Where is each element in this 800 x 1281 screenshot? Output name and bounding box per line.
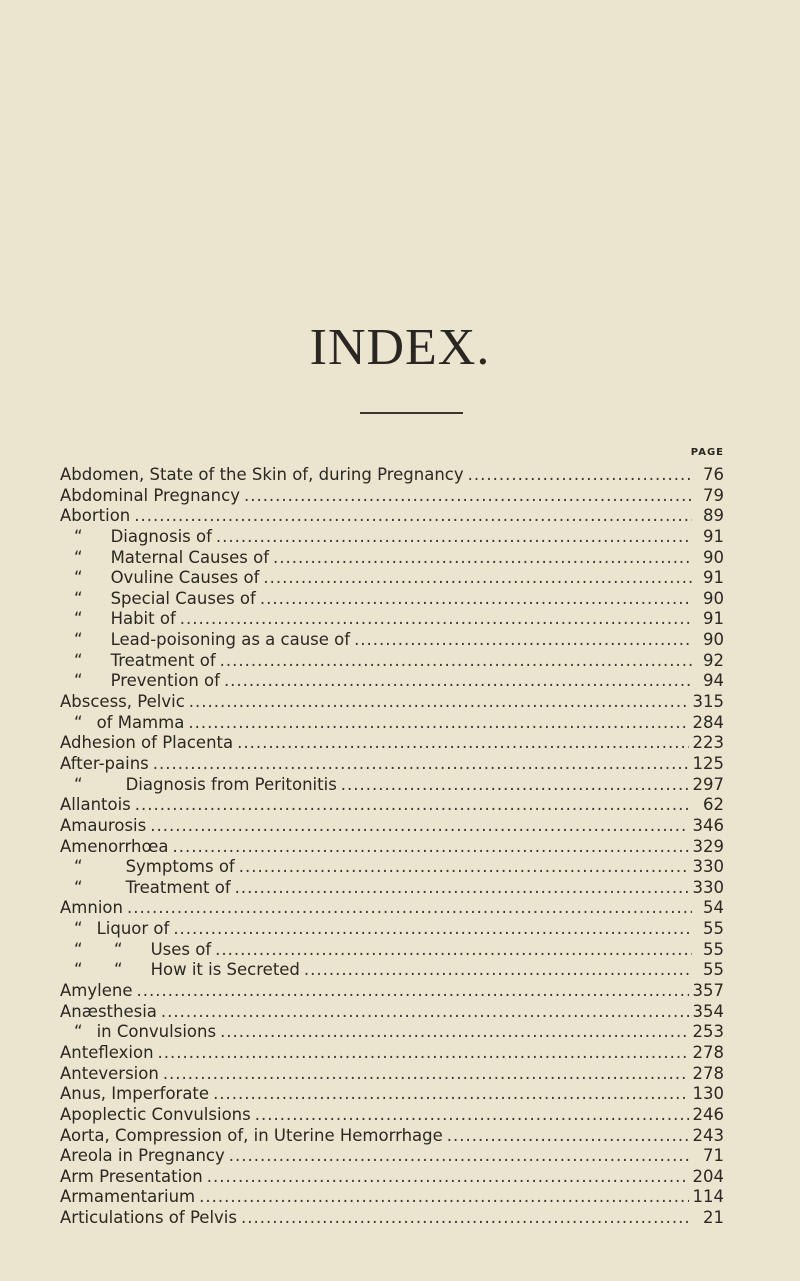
index-entry xyxy=(60,671,724,692)
entry-label: Maternal Causes of xyxy=(110,547,270,567)
entry-label: in Convulsions xyxy=(96,1022,217,1042)
dot-leader xyxy=(468,465,692,486)
page-number: 278 xyxy=(692,1042,724,1062)
index-entry xyxy=(60,940,724,961)
index-entry xyxy=(60,878,724,899)
dot-leader xyxy=(173,919,692,940)
dot-leader xyxy=(207,1167,689,1188)
dot-leader xyxy=(161,1002,689,1023)
index-entry xyxy=(60,775,724,796)
entry-label: Habit of xyxy=(110,609,176,629)
dot-leader xyxy=(216,527,692,548)
entry-label: Apoplectic Convulsions xyxy=(60,1104,251,1124)
ditto-mark: “ xyxy=(74,1022,83,1042)
entry-label: Liquor of xyxy=(96,919,170,939)
entry-label: Abscess, Pelvic xyxy=(60,692,185,712)
entry-label: Anteflexion xyxy=(60,1042,154,1062)
entry-label: Areola in Pregnancy xyxy=(60,1146,225,1166)
dot-leader xyxy=(244,486,692,507)
entry-label: Anteversion xyxy=(60,1063,159,1083)
page-number: 278 xyxy=(692,1063,724,1083)
ditto-mark: “ “ xyxy=(74,960,123,980)
entry-label: Arm Presentation xyxy=(60,1166,203,1186)
ditto-mark: “ xyxy=(74,877,83,897)
dot-leader xyxy=(215,940,692,961)
page-number: 94 xyxy=(703,671,724,691)
index-entry xyxy=(60,1043,724,1064)
dot-leader xyxy=(136,981,688,1002)
entry-label: Amnion xyxy=(60,898,123,918)
dot-leader xyxy=(127,898,692,919)
index-entry xyxy=(60,609,724,630)
ditto-mark: “ “ xyxy=(74,939,123,959)
index-entry xyxy=(60,692,724,713)
entry-label: Amaurosis xyxy=(60,815,147,835)
page-number: 92 xyxy=(703,650,724,670)
page-number: 90 xyxy=(703,588,724,608)
index-entry xyxy=(60,568,724,589)
entry-label: Ovuline Causes of xyxy=(110,568,260,588)
entry-label: Aorta, Compression of, in Uterine Hemorrhage xyxy=(60,1125,443,1145)
index-entry xyxy=(60,919,724,940)
dot-leader xyxy=(220,651,692,672)
dot-leader xyxy=(135,795,692,816)
entry-label: Articulations of Pelvis xyxy=(60,1208,237,1228)
index-entry xyxy=(60,589,724,610)
index-entry xyxy=(60,486,724,507)
page-number: 55 xyxy=(703,919,724,939)
dot-leader xyxy=(241,1208,692,1229)
dot-leader xyxy=(163,1064,689,1085)
page-number: 315 xyxy=(692,692,724,712)
entry-label: Abortion xyxy=(60,506,131,526)
dot-leader xyxy=(304,960,692,981)
index-entry xyxy=(60,651,724,672)
dot-leader xyxy=(158,1043,689,1064)
page-number: 329 xyxy=(692,836,724,856)
dot-leader xyxy=(220,1022,688,1043)
index-entry xyxy=(60,1002,724,1023)
page-number: 55 xyxy=(703,960,724,980)
ditto-mark: “ xyxy=(74,526,83,546)
ditto-mark: “ xyxy=(74,774,83,794)
entry-label: Abdomen, State of the Skin of, during Pregnancy xyxy=(60,465,464,484)
index-entry xyxy=(60,1084,724,1105)
dot-leader xyxy=(188,713,688,734)
index-entry xyxy=(60,754,724,775)
index-entry xyxy=(60,857,724,878)
page-number: 330 xyxy=(692,877,724,897)
title-rule xyxy=(360,412,463,414)
page-number: 223 xyxy=(692,733,724,753)
index-entry xyxy=(60,733,724,754)
entry-label: Adhesion of Placenta xyxy=(60,733,234,753)
dot-leader xyxy=(235,878,689,899)
index-entry xyxy=(60,1105,724,1126)
entry-label: Lead-poisoning as a cause of xyxy=(110,630,351,650)
entry-label: Special Causes of xyxy=(110,588,256,608)
page-number: 54 xyxy=(703,898,724,918)
entry-label: Amylene xyxy=(60,981,133,1001)
page-number: 253 xyxy=(692,1022,724,1042)
entry-label: Treatment of xyxy=(125,877,231,897)
ditto-mark: “ xyxy=(74,568,83,588)
index-entry xyxy=(60,713,724,734)
index-entry xyxy=(60,1208,724,1229)
index-entry xyxy=(60,1064,724,1085)
page-number: 21 xyxy=(703,1208,724,1228)
page-number: 76 xyxy=(703,465,724,484)
page-number: 130 xyxy=(692,1084,724,1104)
dot-leader xyxy=(150,816,688,837)
dot-leader xyxy=(229,1146,692,1167)
index-entry xyxy=(60,465,724,486)
page-number: 297 xyxy=(692,774,724,794)
index-entry xyxy=(60,630,724,651)
index-entry xyxy=(60,816,724,837)
ditto-mark: “ xyxy=(74,588,83,608)
dot-leader xyxy=(224,671,692,692)
page-number: 90 xyxy=(703,547,724,567)
entry-label: Anæsthesia xyxy=(60,1001,157,1021)
dot-leader xyxy=(199,1187,688,1208)
ditto-mark: “ xyxy=(74,671,83,691)
ditto-mark: “ xyxy=(74,857,83,877)
index-entry xyxy=(60,1146,724,1167)
index-entry xyxy=(60,1187,724,1208)
index-entries xyxy=(60,465,724,1229)
page-number: 357 xyxy=(692,981,724,1001)
entry-label: Treatment of xyxy=(110,650,216,670)
entry-label: How it is Secreted xyxy=(150,960,300,980)
index-entry xyxy=(60,1022,724,1043)
entry-label: Allantois xyxy=(60,795,131,815)
entry-label: After-pains xyxy=(60,753,149,773)
index-entry xyxy=(60,981,724,1002)
entry-label: Abdominal Pregnancy xyxy=(60,485,240,505)
page-number: 89 xyxy=(703,506,724,526)
page-column-heading: PAGE xyxy=(690,447,724,458)
dot-leader xyxy=(237,733,688,754)
ditto-mark: “ xyxy=(74,650,83,670)
entry-label: of Mamma xyxy=(96,712,185,732)
page-number: 114 xyxy=(692,1187,724,1207)
entry-label: Diagnosis from Peritonitis xyxy=(125,774,337,794)
index-entry xyxy=(60,795,724,816)
page-number: 284 xyxy=(692,712,724,732)
ditto-mark: “ xyxy=(74,919,83,939)
index-entry xyxy=(60,527,724,548)
index-entry xyxy=(60,506,724,527)
dot-leader xyxy=(239,857,689,878)
dot-leader xyxy=(447,1126,689,1147)
page-number: 79 xyxy=(703,485,724,505)
page-number: 71 xyxy=(703,1146,724,1166)
page-number: 330 xyxy=(692,857,724,877)
entry-label: Prevention of xyxy=(110,671,220,691)
page-number: 62 xyxy=(703,795,724,815)
ditto-mark: “ xyxy=(74,609,83,629)
page-number: 91 xyxy=(703,568,724,588)
dot-leader xyxy=(255,1105,689,1126)
ditto-mark: “ xyxy=(74,630,83,650)
dot-leader xyxy=(180,609,692,630)
dot-leader xyxy=(134,506,692,527)
index-entry xyxy=(60,1167,724,1188)
entry-label: Amenorrhœa xyxy=(60,836,169,856)
entry-label: Uses of xyxy=(150,939,212,959)
page-number: 243 xyxy=(692,1125,724,1145)
dot-leader xyxy=(173,837,689,858)
page-number: 125 xyxy=(692,753,724,773)
dot-leader xyxy=(341,775,689,796)
page-number: 91 xyxy=(703,526,724,546)
index-entry xyxy=(60,837,724,858)
page-number: 91 xyxy=(703,609,724,629)
page-title: INDEX. xyxy=(309,319,491,376)
page-number: 90 xyxy=(703,630,724,650)
dot-leader xyxy=(213,1084,688,1105)
entry-label: Diagnosis of xyxy=(110,526,212,546)
page-number: 204 xyxy=(692,1166,724,1186)
entry-label: Armamentarium xyxy=(60,1187,196,1207)
dot-leader xyxy=(153,754,689,775)
dot-leader xyxy=(189,692,689,713)
dot-leader xyxy=(263,568,692,589)
dot-leader xyxy=(260,589,692,610)
dot-leader xyxy=(354,630,692,651)
page-number: 346 xyxy=(692,815,724,835)
index-entry xyxy=(60,898,724,919)
entry-label: Symptoms of xyxy=(125,857,235,877)
ditto-mark: “ xyxy=(74,547,83,567)
index-entry xyxy=(60,1126,724,1147)
page-number: 246 xyxy=(692,1104,724,1124)
page-number: 354 xyxy=(692,1001,724,1021)
page-number: 55 xyxy=(703,939,724,959)
index-entry xyxy=(60,548,724,569)
dot-leader xyxy=(273,548,692,569)
entry-label: Anus, Imperforate xyxy=(60,1084,210,1104)
ditto-mark: “ xyxy=(74,712,83,732)
index-entry xyxy=(60,960,724,981)
